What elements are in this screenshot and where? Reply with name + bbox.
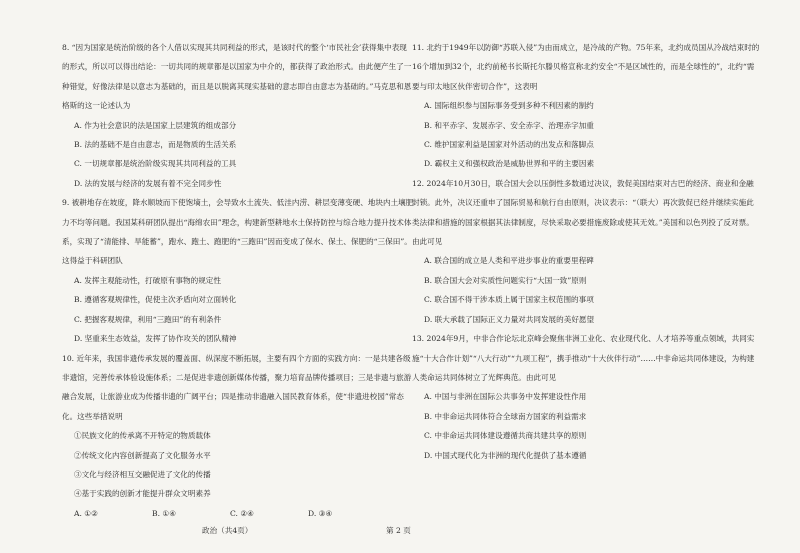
question-stem: 12. 2024年10月30日，联合国大会以压倒性多数通过决议，敦促美国结束对古巴的经济、商业和金融封锁。此外，决议还重申了国际贸易和航行自由原则，决议表示：“（联大）再次敦促已经并继续实施此类法律和措施的国家根据其法律制度，尽快采取必要措施废除或使其无效。”美国和以色列投了反对票。由此可见 — [412, 178, 754, 247]
option-d: D. 坚重来生态效益，发挥了协作攻关的团队精神 — [74, 334, 237, 344]
option-b: B. 中非命运共同体符合全球南方国家的利益需求 — [424, 411, 587, 421]
choice-row — [62, 504, 414, 523]
question-10 — [62, 349, 414, 524]
choice-b: B. ①④ — [152, 508, 177, 518]
question-stem: 13. 2024年9月，中非合作论坛北京峰会聚焦非洲工业化、农业现代化、人才培养等重点领域，共同实施“十大合作计划”“八大行动”“九项工程”，携手推动“十大伙伴行动”……中非命运共同体建设，为构建人类命运共同体树立了光辉典范。由此可见 — [412, 334, 755, 382]
option-c: C. 把握客观规律，利用“三跑田”的有利条件 — [74, 314, 222, 324]
option-b: B. 和平赤字、发展赤字、安全赤字、治理赤字加重 — [424, 120, 594, 130]
question-12 — [412, 174, 760, 329]
question-stem: 9. 被耕地存在坡度，降水顺坡而下使饱墒土，会导致水土流失、低洼内涝、耕层变薄变硬、地块内土壤肥力不均等问题。我国某科研团队提出“海绵农田”理念，构建新型耕地水土保持防控与综合地力提升技术体系，实现了“清能排、旱能蓄”，跑水、跑土、跑肥的“三跑田”因而变成了保水、保土、保肥的“三保田”。这得益于科研团队 — [62, 198, 414, 266]
option-c: C. 一切规章都是统治阶级实现其共同利益的工具 — [74, 159, 237, 169]
option-c: C. 维护国家利益是国家对外活动的出发点和落脚点 — [424, 140, 594, 150]
question-stem: 8. “因为国家是统治阶级的各个人借以实现其共同利益的形式，是该时代的整个‘市民社会’获得集中表现的形式，所以可以得出结论：一切共同的规章都是以国家为中介的，都获得了政治形式。由此便产生了一种错觉，好像法律是以意志为基础的，而且是以脱离其现实基础的意志即自由意志为基础的。”马克思和恩格斯的这一论述认为 — [62, 43, 412, 111]
question-stem: 10. 近年来，我国非遗传承发展的覆盖面、纵深度不断拓展，主要有四个方面的实践方向：一是共建各级非遗馆，完善传承体验设施体系；二是促进非遗创新媒体传播，聚力培育品牌传播项目；三是非遗与旅游融合发展，让旅游业成为传播非遗的广阔平台；四是推动非遗融入国民教育体系，使“非遗进校园”常态化。这些举措说明 — [62, 353, 412, 421]
option-d: D. 中国式现代化为非洲的现代化提供了基本遵循 — [424, 450, 587, 460]
option-a: A. 作为社会意识的法是国家上层建筑的组成部分 — [74, 120, 237, 130]
right-column — [412, 38, 760, 465]
footer-subject: 政治（共4页） — [202, 526, 253, 535]
option-a: A. 国际组织参与国际事务受到多种不利因素的制约 — [424, 101, 594, 111]
option-b: B. 法的基础不是自由意志，而是物质的生活关系 — [74, 140, 237, 150]
option-b: B. 遵循客观规律性，促使主次矛盾向对立面转化 — [74, 295, 237, 305]
option-d: D. 霸权主义和强权政治是威胁世界和平的主要因素 — [424, 159, 595, 169]
option-c: C. 联合国不得干涉本质上属于国家主权范围的事项 — [424, 295, 594, 305]
statement-3: ③文化与经济相互交融促进了文化的传播 — [74, 469, 211, 479]
option-a: A. 联合国的成立是人类和平进步事业的重要里程碑 — [424, 256, 594, 266]
option-a: A. 发挥主观能动性，打破原有事物的规定性 — [74, 275, 221, 285]
question-stem: 11. 北约于1949年以防御“苏联入侵”为由而成立，是冷战的产物。75年来，北约成员国从冷战结束时的16个增加到32个，北约前秘书长斯托尔滕贝格宣称北约安全“不是区域性的，而是全球性的”，北约“需要与印太地区伙伴密切合作”，这表明 — [412, 43, 760, 91]
question-11 — [412, 38, 760, 174]
left-column — [62, 38, 414, 523]
option-b: B. 联合国大会对实质性问题实行“大国一致”原则 — [424, 275, 587, 285]
footer-page-number: 第 2 页 — [386, 526, 411, 535]
choice-a: A. ①② — [74, 508, 98, 518]
statement-4: ④基于实践的创新才能提升群众文明素养 — [74, 489, 211, 499]
question-8 — [62, 38, 414, 193]
question-13 — [412, 329, 760, 465]
option-a: A. 中国与非洲在国际公共事务中发挥建设性作用 — [424, 392, 587, 402]
statement-1: ①民族文化的传承离不开特定的物质载体 — [74, 431, 211, 441]
option-d: D. 联大承载了国际正义力量对共同发展的美好愿望 — [424, 314, 595, 324]
choice-d: D. ③④ — [308, 508, 333, 518]
statement-2: ②传统文化内容创新提高了文化服务水平 — [74, 450, 211, 460]
option-d: D. 法的发展与经济的发展有着不完全同步性 — [74, 178, 222, 188]
choice-c: C. ②④ — [230, 508, 254, 518]
option-c: C. 中非命运共同体建设遵循共商共建共享的原则 — [424, 431, 587, 441]
question-9 — [62, 193, 414, 348]
